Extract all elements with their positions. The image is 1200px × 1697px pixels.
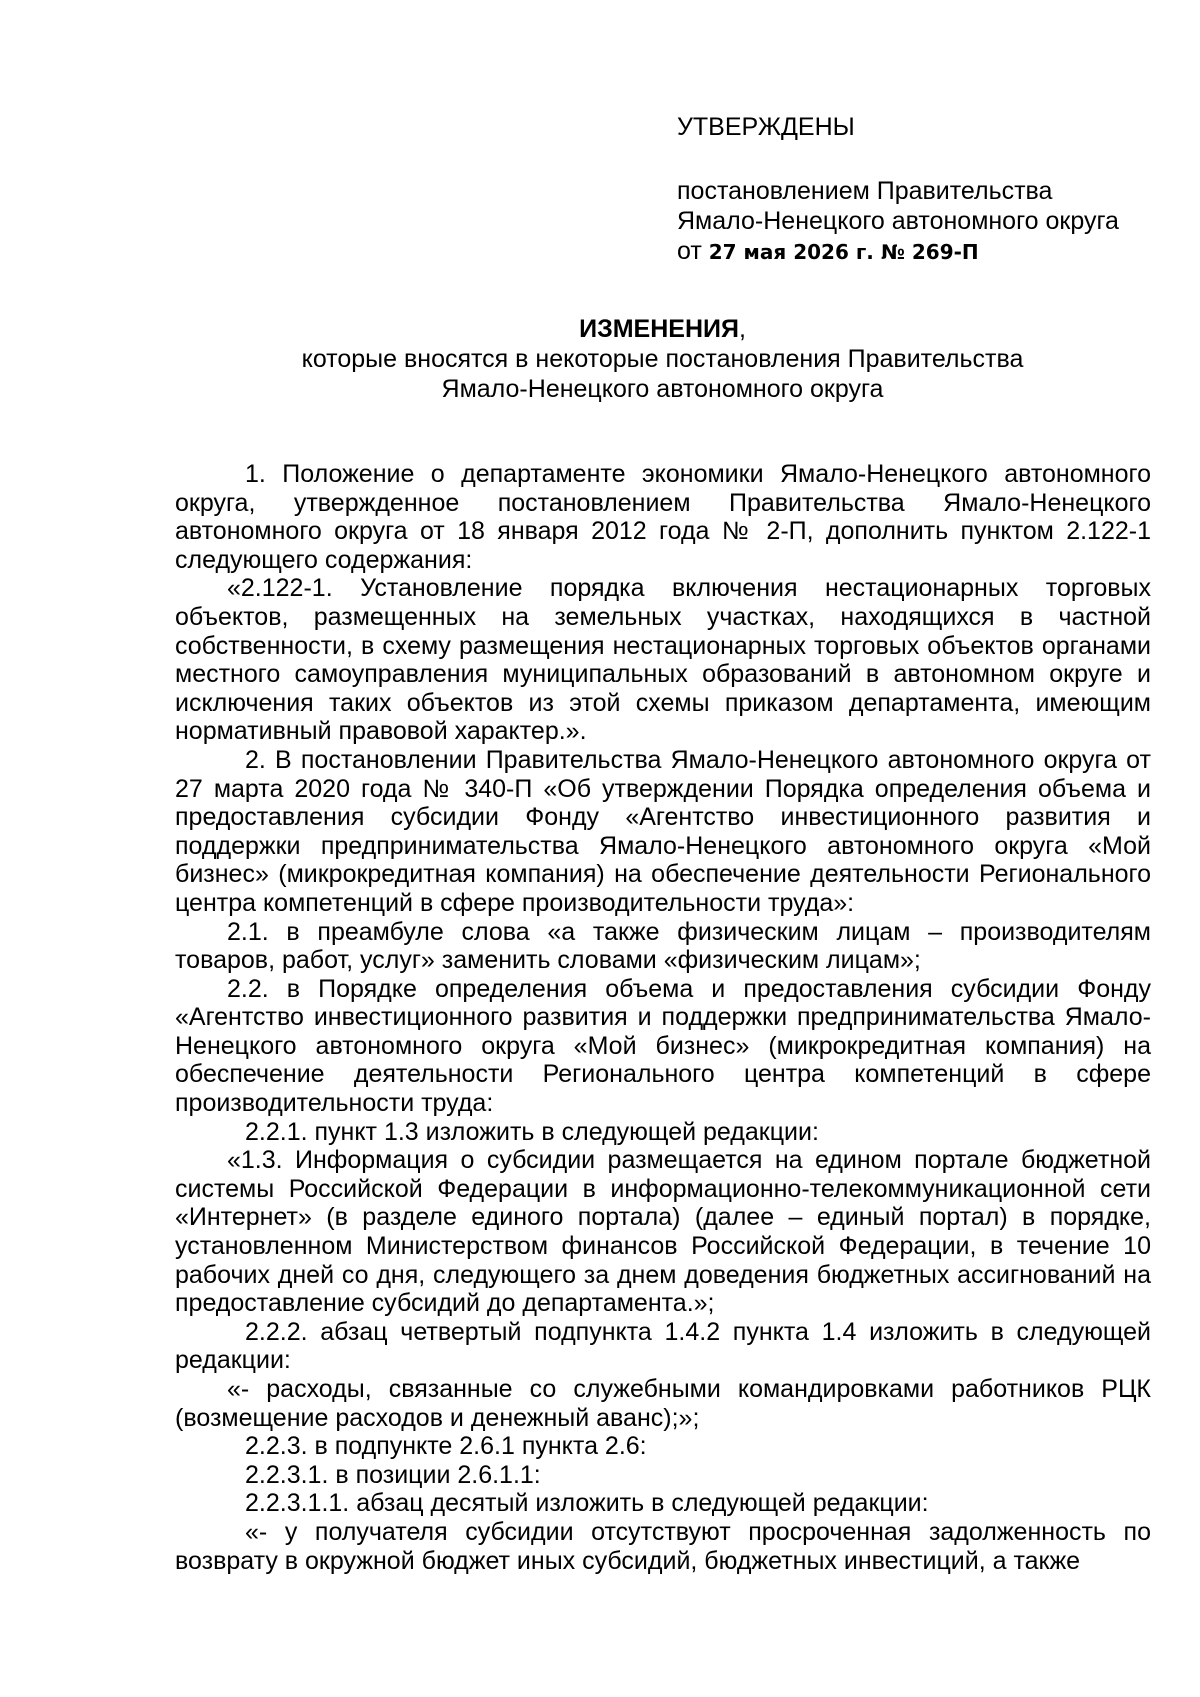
heading-title-suffix: , bbox=[738, 315, 746, 343]
approval-spacer bbox=[677, 142, 1177, 176]
paragraph: 2.2.2. абзац четвертый подпункта 1.4.2 пункта 1.4 изложить в следующей редакции: bbox=[175, 1317, 1151, 1375]
approval-date-value: 27 мая 2026 г. № 269-П bbox=[708, 240, 979, 264]
paragraph: «- у получателя субсидии отсутствуют просроченная задолженность по возврату в окружной бюджет иных субсидий, бюджетных инвестиций, а также bbox=[175, 1517, 1151, 1575]
approval-date-prefix: от bbox=[677, 237, 709, 265]
approval-date-line bbox=[677, 236, 1177, 267]
paragraph: «- расходы, связанные со служебными командировками работников РЦК (возмещение расходов и денежный аванс);»; bbox=[175, 1375, 1151, 1432]
paragraph: «1.3. Информация о субсидии размещается на едином портале бюджетной системы Российской Федерации в информационно-телекоммуникационной сети «Интернет» (в разделе единого портала) (далее – единый портал) в порядке, установленном Министерством финансов Российской Федерации, в течение 10 рабочих дней со дня, следующего за днем доведения бюджетных ассигнований на предоставление субсидий до департамента.»; bbox=[175, 1146, 1151, 1318]
heading-subtitle-line-1: которые вносятся в некоторые постановления Правительства bbox=[301, 345, 1024, 373]
paragraph: 2.1. в преамбуле слова «а также физическим лицам – производителям товаров, работ, услуг» заменить словами «физическим лицам»; bbox=[175, 917, 1151, 975]
paragraph: 2.2. в Порядке определения объема и предоставления субсидии Фонду «Агентство инвестиционного развития и поддержки предпринимательства Ямало-Ненецкого автономного округа «Мой бизнес» (микрокредитная компания) на обеспечение деятельности Регионального центра компетенций в сфере производительности труда: bbox=[175, 974, 1151, 1118]
paragraph: 1. Положение о департаменте экономики Ямало-Ненецкого автономного округа, утвержденное постановлением Правительства Ямало-Ненецкого автономного округа от 18 января 2012 года № 2-П, дополнить пунктом 2.122-1 следующего содержания: bbox=[175, 460, 1151, 574]
heading-subtitle-line-2: Ямало-Ненецкого автономного округа bbox=[441, 375, 884, 403]
heading-title-line bbox=[175, 314, 1150, 344]
paragraph: 2.2.3.1. в позиции 2.6.1.1: bbox=[245, 1460, 541, 1489]
paragraph: 2. В постановлении Правительства Ямало-Ненецкого автономного округа от 27 марта 2020 года № 340-П «Об утверждении Порядка определения объема и предоставления субсидии Фонду «Агентство инвестиционного развития и поддержки предпринимательства Ямало-Ненецкого автономного округа «Мой бизнес» (микрокредитная компания) на обеспечение деятельности Регионального центра компетенций в сфере производительности труда»: bbox=[175, 745, 1151, 917]
document-heading bbox=[175, 314, 1150, 404]
approval-title: УТВЕРЖДЕНЫ bbox=[677, 113, 855, 141]
document-body bbox=[175, 460, 1151, 1575]
approval-line-1: постановлением Правительства bbox=[677, 177, 1053, 205]
paragraph: 2.2.3.1.1. абзац десятый изложить в следующей редакции: bbox=[245, 1489, 929, 1518]
heading-title: ИЗМЕНЕНИЯ bbox=[579, 315, 739, 343]
paragraph: «2.122-1. Установление порядка включения нестационарных торговых объектов, размещенных на земельных участках, находящихся в частной собственности, в схему размещения нестационарных торговых объектов органами местного самоуправления муниципальных образований в автономном округе и исключения таких объектов из этой схемы приказом департамента, имеющим нормативный правовой характер.». bbox=[175, 574, 1151, 746]
paragraph: 2.2.3. в подпункте 2.6.1 пункта 2.6: bbox=[245, 1432, 647, 1461]
approval-block bbox=[677, 112, 1177, 267]
approval-line-2: Ямало-Ненецкого автономного округа bbox=[677, 207, 1119, 235]
paragraph: 2.2.1. пункт 1.3 изложить в следующей редакции: bbox=[245, 1117, 819, 1146]
